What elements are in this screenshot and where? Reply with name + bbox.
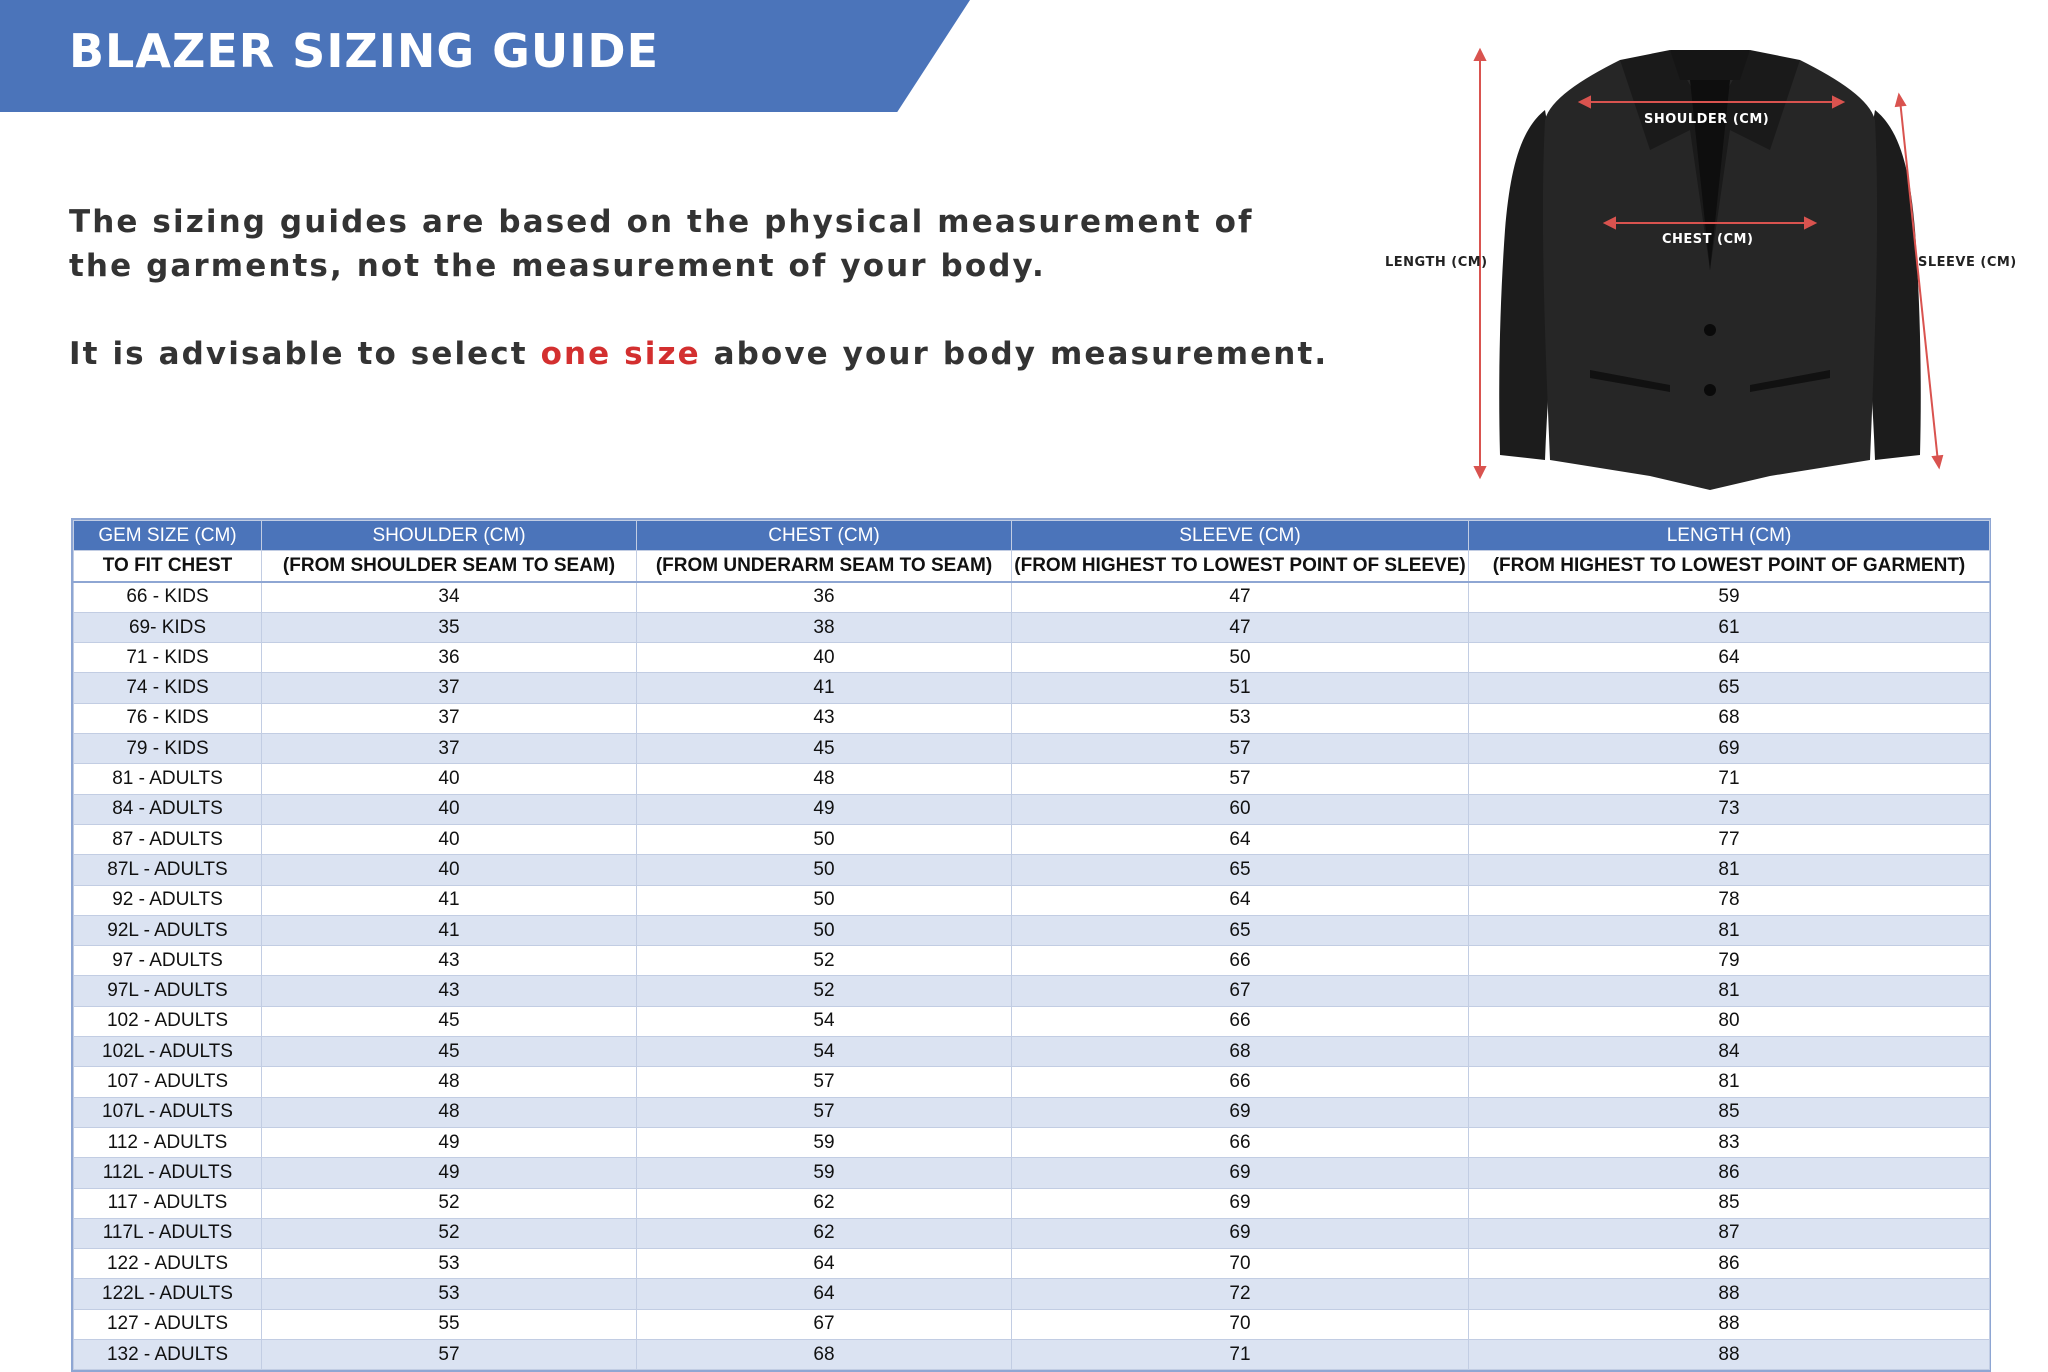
subheader-shoulder: (FROM SHOULDER SEAM TO SEAM) xyxy=(262,551,637,582)
size-cell: 84 - ADULTS xyxy=(74,794,262,824)
table-row xyxy=(74,824,1990,854)
size-cell: 79 - KIDS xyxy=(74,734,262,764)
sleeve-cell: 66 xyxy=(1012,1127,1469,1157)
size-cell: 117L - ADULTS xyxy=(74,1218,262,1248)
size-cell: 87 - ADULTS xyxy=(74,824,262,854)
table-row xyxy=(74,1097,1990,1127)
subheader-chest: (FROM UNDERARM SEAM TO SEAM) xyxy=(637,551,1012,582)
shoulder-cell: 49 xyxy=(262,1158,637,1188)
shoulder-cell: 36 xyxy=(262,643,637,673)
table-row xyxy=(74,582,1990,613)
sleeve-cell: 69 xyxy=(1012,1097,1469,1127)
table-header-row xyxy=(74,521,1990,551)
sleeve-cell: 66 xyxy=(1012,1067,1469,1097)
chest-cell: 67 xyxy=(637,1309,1012,1339)
shoulder-cell: 55 xyxy=(262,1309,637,1339)
table-row xyxy=(74,946,1990,976)
advice-text xyxy=(69,336,1329,372)
sleeve-label: SLEEVE (CM) xyxy=(1918,255,2017,270)
shoulder-cell: 52 xyxy=(262,1188,637,1218)
sleeve-cell: 68 xyxy=(1012,1037,1469,1067)
sleeve-cell: 66 xyxy=(1012,946,1469,976)
sleeve-cell: 64 xyxy=(1012,885,1469,915)
sleeve-cell: 71 xyxy=(1012,1340,1469,1370)
length-cell: 86 xyxy=(1469,1249,1990,1279)
size-cell: 71 - KIDS xyxy=(74,643,262,673)
sleeve-cell: 57 xyxy=(1012,734,1469,764)
table-body xyxy=(74,582,1990,1370)
length-cell: 78 xyxy=(1469,885,1990,915)
length-cell: 68 xyxy=(1469,703,1990,733)
header-chest: CHEST (CM) xyxy=(637,521,1012,551)
shoulder-cell: 57 xyxy=(262,1340,637,1370)
chest-cell: 50 xyxy=(637,855,1012,885)
length-cell: 71 xyxy=(1469,764,1990,794)
sleeve-cell: 72 xyxy=(1012,1279,1469,1309)
length-cell: 81 xyxy=(1469,915,1990,945)
chest-cell: 50 xyxy=(637,885,1012,915)
header-shoulder: SHOULDER (CM) xyxy=(262,521,637,551)
length-cell: 83 xyxy=(1469,1127,1990,1157)
shoulder-cell: 40 xyxy=(262,824,637,854)
size-cell: 74 - KIDS xyxy=(74,673,262,703)
subheader-length: (FROM HIGHEST TO LOWEST POINT OF GARMENT) xyxy=(1469,551,1990,582)
shoulder-cell: 45 xyxy=(262,1037,637,1067)
shoulder-cell: 49 xyxy=(262,1127,637,1157)
subheader-sleeve: (FROM HIGHEST TO LOWEST POINT OF SLEEVE) xyxy=(1012,551,1469,582)
size-cell: 107L - ADULTS xyxy=(74,1097,262,1127)
size-table-grid xyxy=(73,520,1990,1370)
table-row xyxy=(74,976,1990,1006)
length-cell: 88 xyxy=(1469,1309,1990,1339)
table-row xyxy=(74,643,1990,673)
size-cell: 117 - ADULTS xyxy=(74,1188,262,1218)
shoulder-cell: 37 xyxy=(262,734,637,764)
shoulder-cell: 41 xyxy=(262,915,637,945)
shoulder-cell: 40 xyxy=(262,764,637,794)
table-row xyxy=(74,734,1990,764)
sleeve-cell: 69 xyxy=(1012,1158,1469,1188)
size-cell: 112L - ADULTS xyxy=(74,1158,262,1188)
size-cell: 122L - ADULTS xyxy=(74,1279,262,1309)
chest-cell: 50 xyxy=(637,915,1012,945)
table-row xyxy=(74,885,1990,915)
size-cell: 76 - KIDS xyxy=(74,703,262,733)
chest-cell: 57 xyxy=(637,1097,1012,1127)
shoulder-cell: 43 xyxy=(262,946,637,976)
table-row xyxy=(74,1006,1990,1036)
size-cell: 132 - ADULTS xyxy=(74,1340,262,1370)
chest-cell: 54 xyxy=(637,1037,1012,1067)
length-cell: 59 xyxy=(1469,582,1990,613)
sleeve-cell: 64 xyxy=(1012,824,1469,854)
length-arrow-head-top xyxy=(1475,50,1485,60)
chest-cell: 68 xyxy=(637,1340,1012,1370)
table-row xyxy=(74,794,1990,824)
size-table xyxy=(71,518,1991,1372)
length-cell: 79 xyxy=(1469,946,1990,976)
shoulder-label: SHOULDER (CM) xyxy=(1644,112,1770,127)
length-cell: 81 xyxy=(1469,855,1990,885)
table-row xyxy=(74,1309,1990,1339)
size-cell: 122 - ADULTS xyxy=(74,1249,262,1279)
shoulder-cell: 45 xyxy=(262,1006,637,1036)
length-cell: 87 xyxy=(1469,1218,1990,1248)
sleeve-cell: 67 xyxy=(1012,976,1469,1006)
sleeve-cell: 47 xyxy=(1012,582,1469,613)
sleeve-cell: 65 xyxy=(1012,855,1469,885)
chest-cell: 54 xyxy=(637,1006,1012,1036)
chest-cell: 40 xyxy=(637,643,1012,673)
length-label: LENGTH (CM) xyxy=(1385,255,1488,270)
length-cell: 81 xyxy=(1469,976,1990,1006)
size-cell: 81 - ADULTS xyxy=(74,764,262,794)
chest-cell: 59 xyxy=(637,1127,1012,1157)
advice-suffix: above your body measurement. xyxy=(700,336,1329,372)
size-cell: 102L - ADULTS xyxy=(74,1037,262,1067)
chest-cell: 38 xyxy=(637,612,1012,642)
shoulder-cell: 52 xyxy=(262,1218,637,1248)
sleeve-cell: 65 xyxy=(1012,915,1469,945)
shoulder-cell: 40 xyxy=(262,855,637,885)
length-cell: 73 xyxy=(1469,794,1990,824)
table-row xyxy=(74,1158,1990,1188)
advice-highlight: one size xyxy=(540,336,701,372)
sleeve-arrow-head-top xyxy=(1896,95,1905,106)
length-cell: 64 xyxy=(1469,643,1990,673)
page-title: BLAZER SIZING GUIDE xyxy=(69,24,660,78)
shoulder-cell: 43 xyxy=(262,976,637,1006)
button-bottom xyxy=(1704,384,1716,396)
subheader-gem-size: TO FIT CHEST xyxy=(74,551,262,582)
size-cell: 97 - ADULTS xyxy=(74,946,262,976)
length-arrow-head-bottom xyxy=(1475,467,1485,477)
length-cell: 85 xyxy=(1469,1188,1990,1218)
chest-cell: 57 xyxy=(637,1067,1012,1097)
sleeve-cell: 51 xyxy=(1012,673,1469,703)
header-length: LENGTH (CM) xyxy=(1469,521,1990,551)
size-cell: 107 - ADULTS xyxy=(74,1067,262,1097)
advice-prefix: It is advisable to select xyxy=(69,336,541,372)
shoulder-cell: 41 xyxy=(262,885,637,915)
chest-cell: 62 xyxy=(637,1218,1012,1248)
chest-cell: 36 xyxy=(637,582,1012,613)
table-row xyxy=(74,703,1990,733)
length-cell: 61 xyxy=(1469,612,1990,642)
length-cell: 65 xyxy=(1469,673,1990,703)
shoulder-cell: 48 xyxy=(262,1097,637,1127)
table-row xyxy=(74,855,1990,885)
sleeve-cell: 50 xyxy=(1012,643,1469,673)
sleeve-cell: 47 xyxy=(1012,612,1469,642)
chest-cell: 64 xyxy=(637,1279,1012,1309)
shoulder-cell: 40 xyxy=(262,794,637,824)
chest-cell: 41 xyxy=(637,673,1012,703)
length-cell: 77 xyxy=(1469,824,1990,854)
length-cell: 88 xyxy=(1469,1279,1990,1309)
length-cell: 69 xyxy=(1469,734,1990,764)
size-cell: 87L - ADULTS xyxy=(74,855,262,885)
sleeve-cell: 60 xyxy=(1012,794,1469,824)
size-cell: 66 - KIDS xyxy=(74,582,262,613)
header-gem-size: GEM SIZE (CM) xyxy=(74,521,262,551)
table-subheader-row xyxy=(74,551,1990,582)
header-sleeve: SLEEVE (CM) xyxy=(1012,521,1469,551)
shoulder-cell: 37 xyxy=(262,673,637,703)
length-cell: 84 xyxy=(1469,1037,1990,1067)
size-cell: 102 - ADULTS xyxy=(74,1006,262,1036)
table-row xyxy=(74,673,1990,703)
sleeve-cell: 66 xyxy=(1012,1006,1469,1036)
length-cell: 85 xyxy=(1469,1097,1990,1127)
chest-cell: 64 xyxy=(637,1249,1012,1279)
sleeve-cell: 70 xyxy=(1012,1249,1469,1279)
table-row xyxy=(74,1067,1990,1097)
chest-cell: 43 xyxy=(637,703,1012,733)
length-cell: 88 xyxy=(1469,1340,1990,1370)
table-row xyxy=(74,1340,1990,1370)
shoulder-cell: 48 xyxy=(262,1067,637,1097)
size-cell: 97L - ADULTS xyxy=(74,976,262,1006)
shoulder-cell: 37 xyxy=(262,703,637,733)
size-cell: 92L - ADULTS xyxy=(74,915,262,945)
size-cell: 69- KIDS xyxy=(74,612,262,642)
table-row xyxy=(74,764,1990,794)
chest-cell: 50 xyxy=(637,824,1012,854)
table-row xyxy=(74,1188,1990,1218)
shoulder-cell: 53 xyxy=(262,1249,637,1279)
blazer-diagram xyxy=(1370,40,2030,490)
button-top xyxy=(1704,324,1716,336)
size-cell: 127 - ADULTS xyxy=(74,1309,262,1339)
chest-cell: 49 xyxy=(637,794,1012,824)
chest-cell: 62 xyxy=(637,1188,1012,1218)
sleeve-cell: 70 xyxy=(1012,1309,1469,1339)
chest-label: CHEST (CM) xyxy=(1662,232,1754,247)
shoulder-cell: 35 xyxy=(262,612,637,642)
table-row xyxy=(74,915,1990,945)
chest-cell: 52 xyxy=(637,946,1012,976)
chest-cell: 59 xyxy=(637,1158,1012,1188)
table-row xyxy=(74,612,1990,642)
length-cell: 86 xyxy=(1469,1158,1990,1188)
length-cell: 81 xyxy=(1469,1067,1990,1097)
size-cell: 112 - ADULTS xyxy=(74,1127,262,1157)
collar xyxy=(1670,50,1750,80)
length-cell: 80 xyxy=(1469,1006,1990,1036)
sleeve-arrow-head-bottom xyxy=(1933,456,1942,467)
shoulder-cell: 34 xyxy=(262,582,637,613)
intro-text: The sizing guides are based on the physical measurement of the garments, not the measurement of your body. xyxy=(69,204,1254,284)
size-cell: 92 - ADULTS xyxy=(74,885,262,915)
table-row xyxy=(74,1127,1990,1157)
sleeve-cell: 69 xyxy=(1012,1188,1469,1218)
table-row xyxy=(74,1279,1990,1309)
table-row xyxy=(74,1037,1990,1067)
sleeve-cell: 53 xyxy=(1012,703,1469,733)
table-row xyxy=(74,1218,1990,1248)
sleeve-cell: 57 xyxy=(1012,764,1469,794)
sleeve-cell: 69 xyxy=(1012,1218,1469,1248)
chest-cell: 48 xyxy=(637,764,1012,794)
table-row xyxy=(74,1249,1990,1279)
chest-cell: 52 xyxy=(637,976,1012,1006)
shoulder-cell: 53 xyxy=(262,1279,637,1309)
chest-cell: 45 xyxy=(637,734,1012,764)
